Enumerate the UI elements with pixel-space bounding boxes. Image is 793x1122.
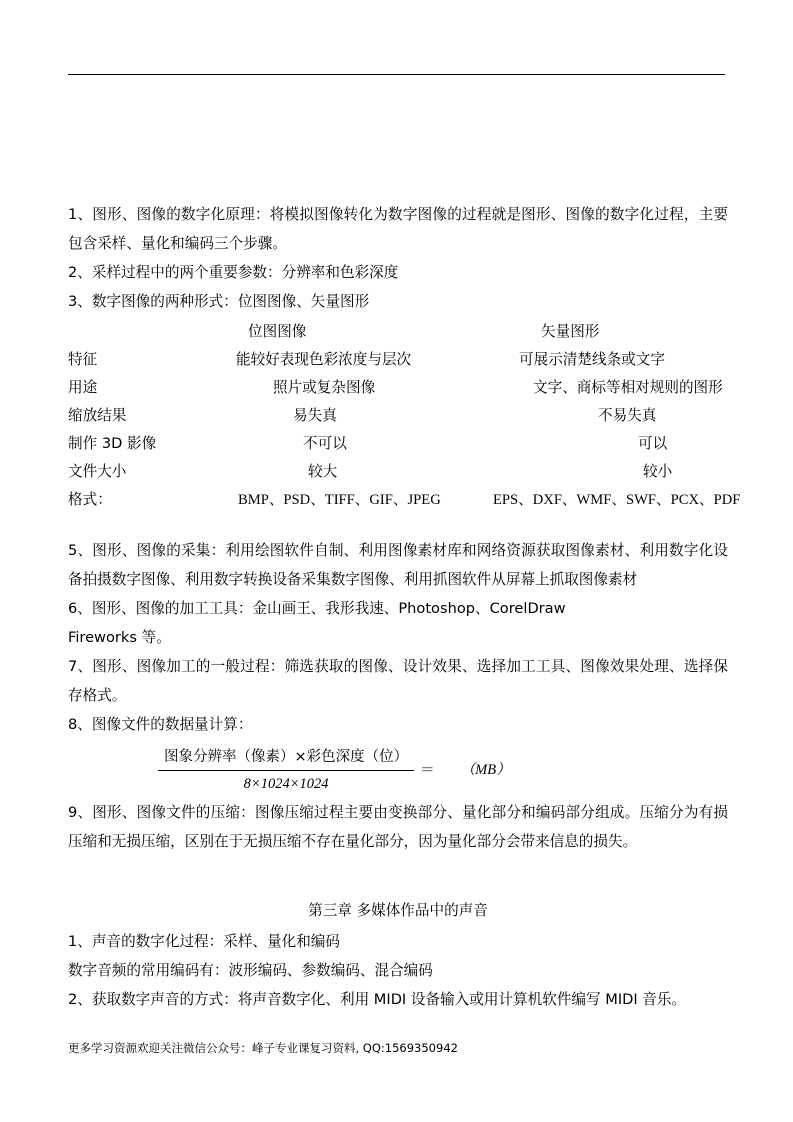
- table-row: [68, 346, 728, 374]
- table-cell-label: 特征: [68, 351, 98, 368]
- formula-fraction: [158, 745, 414, 796]
- table-cell-bitmap: 照片或复杂图像: [273, 379, 376, 396]
- table-cell-vector: 可以: [638, 435, 668, 452]
- table-cell-label: 用途: [68, 379, 98, 396]
- paragraph-7: 7、图形、图像加工的一般过程：筛选获取的图像、设计效果、选择加工工具、图像效果处理、选择保存格式。: [68, 658, 728, 704]
- paragraph-6-line2: Fireworks 等。: [68, 629, 171, 646]
- paragraph-5: 5、图形、图像的采集：利用绘图软件自制、利用图像素材库和网络资源获取图像素材、利用数字化设备拍摄数字图像、利用数字转换设备采集数字图像、利用抓图软件从屏幕上抓取图像素材: [68, 542, 728, 588]
- table-cell-vector: 不易失真: [598, 407, 657, 424]
- table-row: [68, 374, 728, 402]
- paragraph-9: 9、图形、图像文件的压缩：图像压缩过程主要由变换部分、量化部分和编码部分组成。压缩分为有损压缩和无损压缩，区别在于无损压缩不存在量化部分，因为量化部分会带来信息的损失。: [68, 804, 728, 850]
- paragraph-8: 8、图像文件的数据量计算：: [68, 716, 253, 733]
- table-cell-bitmap: 较大: [308, 463, 338, 480]
- formula-equals: ＝: [420, 762, 435, 779]
- paragraph-6-line1: 6、图形、图像的加工工具：金山画王、我形我速、Photoshop、CorelDraw: [68, 600, 566, 617]
- formula-numerator: 图象分辨率（像素）×彩色深度（位）: [158, 745, 414, 771]
- formula-denominator: 8×1024×1024: [243, 776, 329, 792]
- table-cell-label: 缩放结果: [68, 407, 127, 424]
- table-cell-vector: 较小: [643, 463, 673, 480]
- formula-unit: （MB）: [460, 762, 511, 778]
- table-row: [68, 430, 728, 458]
- header-rule: [68, 74, 725, 75]
- table-row: [68, 458, 728, 486]
- table-cell-vector: EPS、DXF、WMF、SWF、PCX、PDF: [493, 492, 741, 508]
- bitmap-vector-comparison-table: [68, 318, 741, 514]
- paragraph-1: 1、图形、图像的数字化原理：将模拟图像转化为数字图像的过程就是图形、图像的数字化过程，主要包含采样、量化和编码三个步骤。: [68, 206, 728, 252]
- table-cell-bitmap: 不可以: [303, 435, 347, 452]
- table-header-col2: 位图图像: [248, 323, 307, 340]
- table-cell-bitmap: BMP、PSD、TIFF、GIF、JPEG: [238, 492, 441, 508]
- chapter-heading: 第三章 多媒体作品中的声音: [308, 902, 488, 919]
- table-cell-bitmap: 易失真: [293, 407, 337, 424]
- page-footer: 更多学习资源欢迎关注微信公众号：峰子专业课复习资料, QQ:1569350942: [68, 1041, 458, 1055]
- table-cell-vector: 文字、商标等相对规则的图形: [533, 379, 723, 396]
- table-cell-vector: 可展示清楚线条或文字: [519, 351, 665, 368]
- data-size-formula: [68, 745, 728, 796]
- table-header-col3: 矢量图形: [541, 323, 600, 340]
- table-cell-label: 格式：: [68, 491, 112, 508]
- table-row: [68, 402, 728, 430]
- document-body: [68, 200, 741, 1014]
- paragraph-2: 2、采样过程中的两个重要参数：分辨率和色彩深度: [68, 264, 399, 281]
- table-cell-label: 制作 3D 影像: [68, 435, 157, 452]
- table-cell-bitmap: 能较好表现色彩浓度与层次: [236, 351, 412, 368]
- table-row: [68, 486, 741, 514]
- section-line-1: 1、声音的数字化过程：采样、量化和编码: [68, 933, 340, 950]
- paragraph-3: 3、数字图像的两种形式：位图图像、矢量图形: [68, 293, 370, 310]
- table-header-row: [68, 318, 728, 346]
- section-line-3: 2、获取数字声音的方式：将声音数字化、利用 MIDI 设备输入或用计算机软件编写 MIDI 音乐。: [68, 991, 687, 1008]
- table-cell-label: 文件大小: [68, 463, 127, 480]
- section-line-2: 数字音频的常用编码有：波形编码、参数编码、混合编码: [68, 962, 433, 979]
